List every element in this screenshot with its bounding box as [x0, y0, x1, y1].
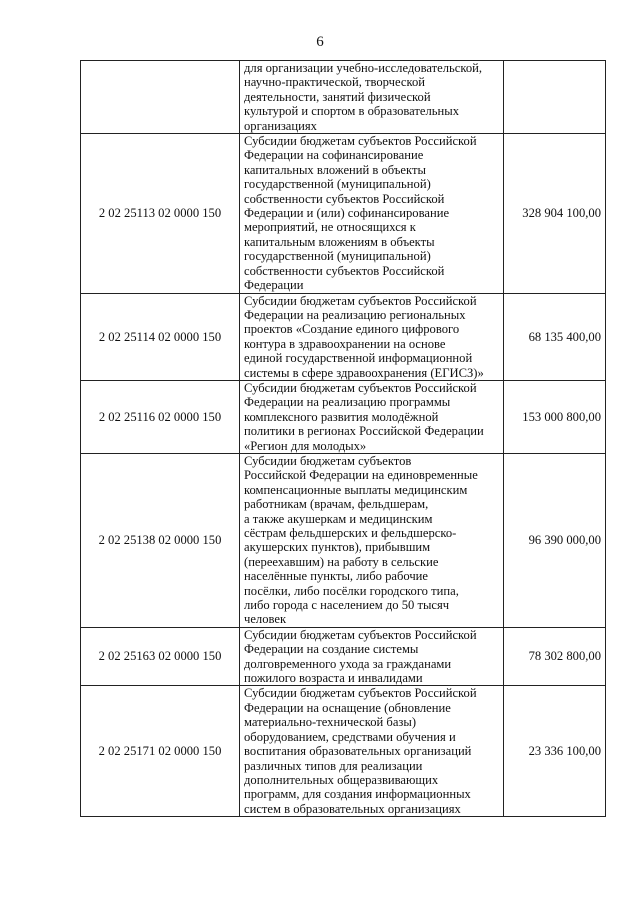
amount-cell [504, 61, 606, 134]
budget-code-cell: 2 02 25116 02 0000 150 [81, 380, 240, 453]
description-line: контура в здравоохранении на основе [244, 336, 446, 351]
description-line: посёлки, либо посёлки городского типа, [244, 583, 459, 598]
description-line: воспитания образовательных организаций [244, 744, 472, 759]
budget-code-cell: 2 02 25113 02 0000 150 [81, 134, 240, 293]
description-line: компенсационные выплаты медицинским [244, 482, 468, 497]
description-line: оборудованием, средствами обучения и [244, 729, 456, 744]
description-cell [240, 627, 504, 686]
description-cell [240, 380, 504, 453]
description-line: дополнительных общеразвивающих [244, 772, 439, 787]
description-line: различных типов для реализации [244, 758, 423, 773]
table-row [81, 61, 606, 134]
description-line: политики в регионах Российской Федерации [244, 424, 484, 439]
description-line: Субсидии бюджетам субъектов Российской [244, 293, 477, 308]
budget-code-cell: 2 02 25114 02 0000 150 [81, 293, 240, 380]
description-line: мероприятий, не относящихся к [244, 220, 416, 235]
description-line: пожилого возраста и инвалидами [244, 671, 423, 686]
description-line: работникам (врачам, фельдшерам, [244, 497, 429, 512]
description-line: Российской Федерации на единовременные [244, 468, 478, 483]
description-line: организациях [244, 118, 317, 133]
description-line: материально-технической базы) [244, 715, 417, 730]
description-line: населённые пункты, либо рабочие [244, 569, 429, 584]
description-line: долговременного ухода за гражданами [244, 656, 452, 671]
amount-cell: 68 135 400,00 [504, 293, 606, 380]
amount-cell: 328 904 100,00 [504, 134, 606, 293]
amount-cell: 153 000 800,00 [504, 380, 606, 453]
description-line: (переехавшим) на работу в сельские [244, 554, 439, 569]
budget-table-body [81, 61, 606, 817]
description-cell [240, 293, 504, 380]
description-line: программ, для создания информационных [244, 787, 471, 802]
table-row [81, 293, 606, 380]
table-row [81, 686, 606, 817]
table-row [81, 134, 606, 293]
description-line: государственной (муниципальной) [244, 177, 431, 192]
table-row [81, 453, 606, 627]
description-line: культурой и спортом в образовательных [244, 104, 460, 119]
description-line: для организации учебно-исследовательской, [244, 61, 483, 75]
description-line: сёстрам фельдшерских и фельдшерско- [244, 526, 457, 540]
description-cell [240, 61, 504, 134]
description-line: собственности субъектов Российской [244, 263, 445, 278]
description-line: Федерации и (или) софинансирование [244, 206, 450, 221]
description-line: человек [244, 612, 287, 627]
description-line: комплексного развития молодёжной [244, 409, 439, 424]
description-line: государственной (муниципальной) [244, 249, 431, 264]
budget-code-cell [81, 61, 240, 134]
description-line: единой государственной информационной [244, 351, 473, 366]
description-line: «Регион для молодых» [244, 438, 367, 453]
budget-code-cell: 2 02 25138 02 0000 150 [81, 453, 240, 627]
description-cell [240, 134, 504, 293]
description-line: Субсидии бюджетам субъектов Российской [244, 134, 477, 149]
page-number: 6 [316, 34, 324, 50]
description-line: либо города с населением до 50 тысяч [244, 598, 450, 613]
table-row [81, 627, 606, 686]
amount-cell: 78 302 800,00 [504, 627, 606, 686]
description-line: Федерации на реализацию программы [244, 395, 451, 410]
description-line: Федерации на софинансирование [244, 148, 424, 163]
description-line: капитальным вложениям в объекты [244, 234, 435, 249]
description-line: деятельности, занятий физической [244, 89, 431, 104]
amount-cell: 96 390 000,00 [504, 453, 606, 627]
description-cell [240, 453, 504, 627]
description-cell [240, 686, 504, 817]
description-line: Федерации на оснащение (обновление [244, 700, 451, 715]
description-line: капитальных вложений в объекты [244, 162, 426, 177]
description-line: Федерации на создание системы [244, 642, 419, 657]
description-line: Субсидии бюджетам субъектов Российской [244, 380, 477, 395]
description-line: акушерских пунктов), прибывшим [244, 540, 431, 555]
budget-code-cell: 2 02 25163 02 0000 150 [81, 627, 240, 686]
budget-code-cell: 2 02 25171 02 0000 150 [81, 686, 240, 817]
table-row [81, 380, 606, 453]
amount-cell: 23 336 100,00 [504, 686, 606, 817]
description-line: Субсидии бюджетам субъектов Российской [244, 627, 477, 642]
description-line: собственности субъектов Российской [244, 191, 445, 206]
description-line: научно-практической, творческой [244, 75, 425, 90]
description-line: Субсидии бюджетам субъектов [244, 453, 412, 468]
description-line: проектов «Создание единого цифрового [244, 322, 460, 337]
description-line: системы в сфере здравоохранения (ЕГИСЗ)» [244, 365, 484, 380]
description-line: Федерации на реализацию региональных [244, 307, 466, 322]
description-line: систем в образовательных организациях [244, 801, 461, 816]
description-line: Федерации [244, 278, 304, 293]
description-line: Субсидии бюджетам субъектов Российской [244, 686, 477, 701]
description-line: а также акушеркам и медицинским [244, 511, 433, 526]
budget-table [80, 60, 606, 817]
